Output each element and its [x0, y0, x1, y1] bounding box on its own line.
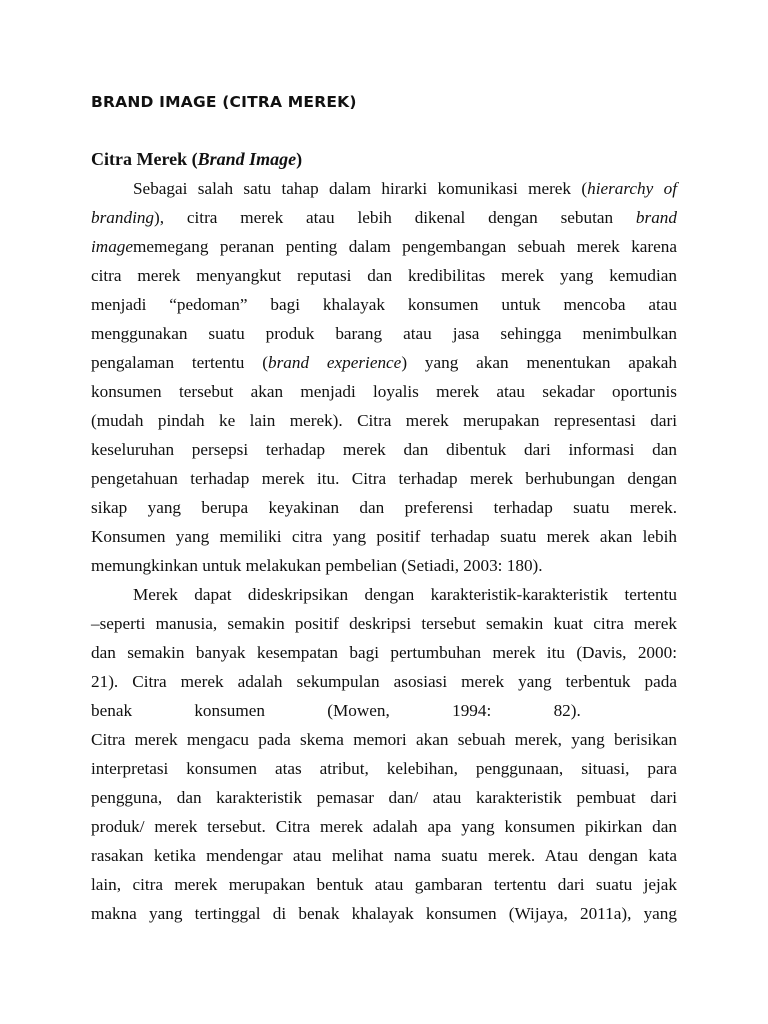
paragraph-line: keseluruhan persepsi terhadap merek dan dibentuk dari informasi dan [91, 440, 677, 459]
document-heading: BRAND IMAGE (CITRA MEREK) [91, 93, 357, 111]
paragraph-line: Merek dapat dideskripsikan dengan karakteristik-karakteristik tertentu [133, 585, 677, 604]
paragraph-line: konsumen tersebut akan menjadi loyalis merek atau sekadar oportunis [91, 382, 677, 401]
paragraph-line: dan semakin banyak kesempatan bagi pertumbuhan merek itu (Davis, 2000: [91, 643, 677, 662]
paragraph-line: pengalaman tertentu (brand experience) yang akan menentukan apakah [91, 353, 677, 372]
section-title [91, 145, 302, 174]
paragraph-line: Konsumen yang memiliki citra yang positif terhadap suatu merek akan lebih [91, 527, 677, 546]
paragraph-line: branding), citra merek atau lebih dikenal dengan sebutan brand [91, 208, 677, 227]
paragraph-line: benak konsumen (Mowen, 1994: 82). [91, 701, 581, 720]
paragraph-line: 21). Citra merek adalah sekumpulan asosiasi merek yang terbentuk pada [91, 672, 677, 691]
paragraph-line: menjadi “pedoman” bagi khalayak konsumen untuk mencoba atau [91, 295, 677, 314]
paragraph-line: pengguna, dan karakteristik pemasar dan/ atau karakteristik pembuat dari [91, 788, 677, 807]
paragraph-line: lain, citra merek merupakan bentuk atau gambaran tertentu dari suatu jejak [91, 875, 677, 894]
paragraph-line: sikap yang berupa keyakinan dan preferensi terhadap suatu merek. [91, 498, 677, 517]
section-title-pre: Citra Merek ( [91, 149, 198, 169]
paragraph-line: menggunakan suatu produk barang atau jasa sehingga menimbulkan [91, 324, 677, 343]
paragraph-line: citra merek menyangkut reputasi dan kredibilitas merek yang kemudian [91, 266, 677, 285]
paragraph-line: Citra merek mengacu pada skema memori akan sebuah merek, yang berisikan [91, 730, 677, 749]
section-title-post: ) [296, 149, 303, 169]
paragraph-line: pengetahuan terhadap merek itu. Citra terhadap merek berhubungan dengan [91, 469, 677, 488]
paragraph-line: (mudah pindah ke lain merek). Citra merek merupakan representasi dari [91, 411, 677, 430]
paragraph-line: produk/ merek tersebut. Citra merek adalah apa yang konsumen pikirkan dan [91, 817, 677, 836]
paragraph-line: –seperti manusia, semakin positif deskripsi tersebut semakin kuat citra merek [91, 614, 677, 633]
section-title-italic: Brand Image [197, 149, 297, 169]
paragraph-line: memungkinkan untuk melakukan pembelian (Setiadi, 2003: 180). [91, 556, 543, 575]
paragraph-line: makna yang tertinggal di benak khalayak konsumen (Wijaya, 2011a), yang [91, 904, 677, 923]
paragraph-line: Sebagai salah satu tahap dalam hirarki komunikasi merek (hierarchy of [133, 179, 677, 198]
paragraph-line: imagememegang peranan penting dalam pengembangan sebuah merek karena [91, 237, 677, 256]
paragraph-line: rasakan ketika mendengar atau melihat nama suatu merek. Atau dengan kata [91, 846, 677, 865]
paragraph-line: interpretasi konsumen atas atribut, kelebihan, penggunaan, situasi, para [91, 759, 677, 778]
